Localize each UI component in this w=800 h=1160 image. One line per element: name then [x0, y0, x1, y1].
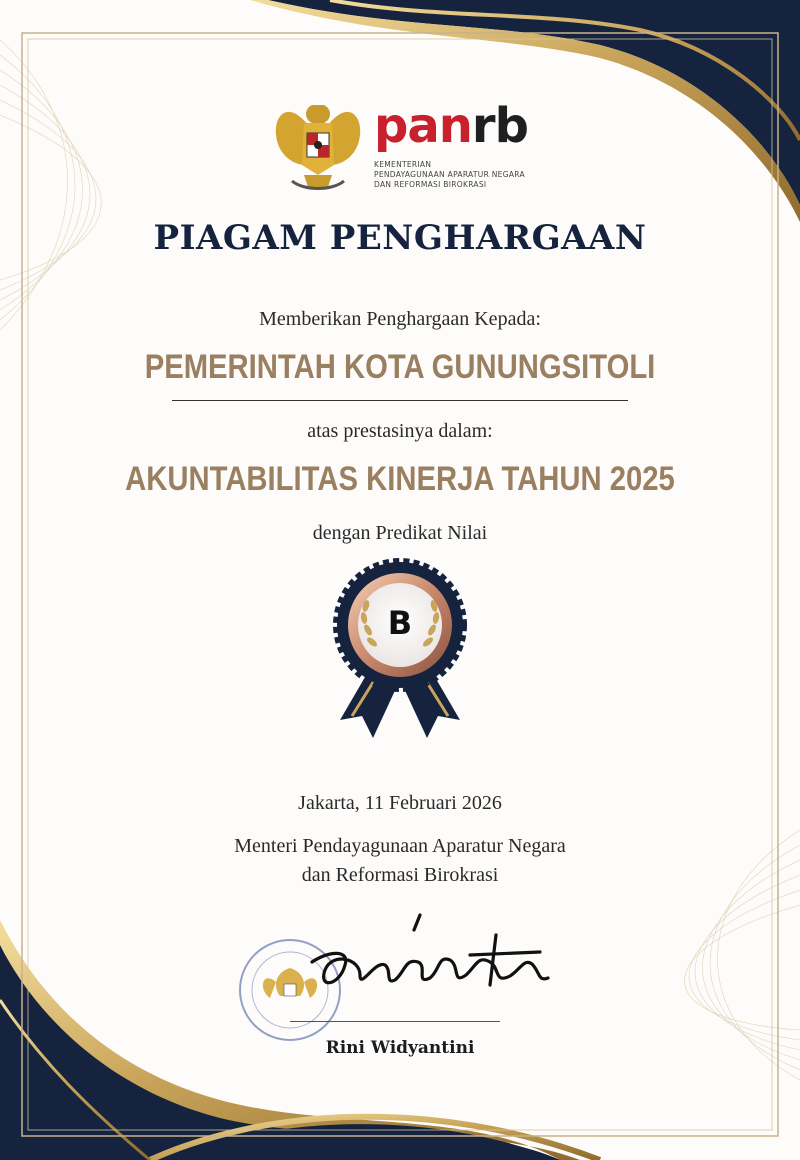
brand-wordmark [374, 100, 614, 152]
signature-line [290, 1021, 500, 1022]
recipient-name: PEMERINTAH KOTA GUNUNGSITOLI [144, 348, 656, 386]
achievement-title: AKUNTABILITAS KINERJA TAHUN 2025 [125, 460, 675, 498]
brand-rb: rb [471, 98, 528, 154]
predicate-label: dengan Predikat Nilai [312, 522, 488, 544]
signer-name: Rini Widyantini [325, 1038, 475, 1058]
given-to-label: Memberikan Penghargaan Kepada: [259, 308, 541, 330]
ministry-name [374, 160, 614, 190]
garuda-emblem-icon [276, 105, 360, 189]
place-date: Jakarta, 11 Februari 2026 [298, 792, 502, 814]
certificate-title: PIAGAM PENGHARGAAN [153, 218, 647, 258]
line-pattern-left [0, 40, 101, 330]
signature-scribble [312, 915, 548, 985]
ministry-line-1: KEMENTERIAN [374, 160, 432, 169]
signer-position-line-2: dan Reformasi Birokrasi [301, 864, 499, 886]
achievement-label: atas prestasinya dalam: [307, 420, 493, 442]
ministry-line-2: PENDAYAGUNAAN APARATUR NEGARA [374, 170, 525, 179]
grade-letter: B [387, 604, 413, 642]
signer-position-line-1: Menteri Pendayagunaan Aparatur Negara [234, 835, 566, 857]
grade-medal [337, 562, 463, 738]
recipient-underline [172, 400, 628, 401]
brand-pan: pan [374, 98, 472, 154]
ministry-line-3: DAN REFORMASI BIROKRASI [374, 180, 487, 189]
panrb-logo [374, 100, 614, 190]
